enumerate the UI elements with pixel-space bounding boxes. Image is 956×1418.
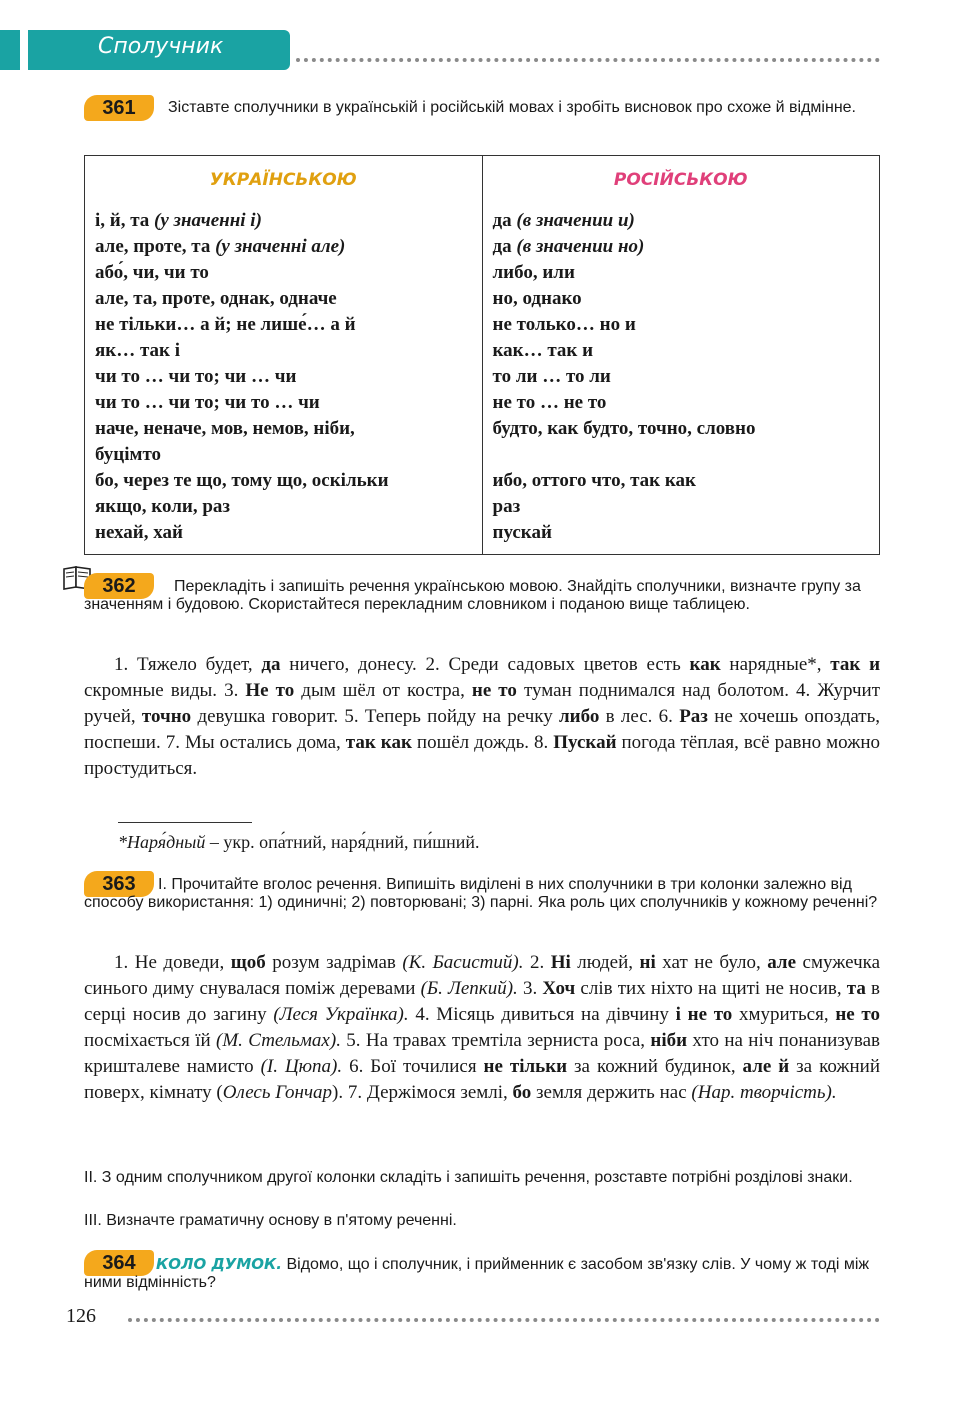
table-row: бо, через те що, тому що, оскільки (95, 470, 389, 491)
table-column-ukrainian (85, 204, 483, 555)
exercise-number-361: 361 (84, 95, 154, 121)
table-row: но, однако (492, 288, 582, 309)
header-dotted-rule (296, 58, 880, 62)
exercise-363-sentences: 1. Не доведи, щоб розум задрімав (К. Басистий). 2. Ні людей, ні хат не було, але смужечка синього диму снувалася поміж деревами (Б. Лепкий). 3. Хоч слів тих ніхто на щиті не носив, та в серці носив до загину (Леся Українка). 4. Місяць дивиться на дівчину і не то хмуриться, не то посміхається їй (М. Стельмах). 5. На травах тремтіла зерниста роса, ніби хто на ніч понанизував кришталеве намисто (І. Цюпа). 6. Бої точилися не тільки за кожний будинок, але й за кожний поверх, кімнату (Олесь Гончар). 7. Держімося землі, бо земля держить нас (Нар. творчість). (84, 952, 881, 1103)
footnote: *Наря́дный – укр. опа́тний, наря́дний, пи́шний. (118, 832, 480, 852)
table-row (493, 442, 870, 468)
table-row: але, проте, та (у значенні але) (95, 236, 346, 257)
table-row: ибо, оттого что, так как (492, 470, 696, 491)
table-row: то ли … то ли (492, 366, 611, 387)
table-row: как… так и (492, 340, 594, 361)
table-row: як… так і (95, 340, 181, 361)
table-row: але, та, проте, однак, одначе (95, 288, 337, 309)
table-row: буцімто (95, 444, 162, 465)
page-number: 126 (66, 1305, 96, 1327)
table-row: не только… но и (492, 314, 636, 335)
conjunction-table (84, 155, 880, 555)
exercise-364-task: КОЛО ДУМОК. Відомо, що і сполучник, і прийменник є засобом зв'язку слів. У чому ж тоді між ними відмінність? (84, 1255, 870, 1291)
table-header-ukrainian: УКРАЇНСЬКОЮ (85, 156, 483, 205)
table-row: наче, неначе, мов, немов, ніби, (95, 418, 355, 439)
table-row: да (в значении но) (492, 236, 645, 257)
exercise-361-task: Зіставте сполучники в українській і російській мовах і зробіть висновок про схоже й відмінне. (168, 99, 856, 116)
exercise-363-task: І. Прочитайте вголос речення. Випишіть виділені в них сполучники в три колонки залежно від способу використання: 1) одиничні; 2) повторювані; 3) парні. Яка роль цих сполучників у кожному реченні? (84, 876, 878, 911)
table-row: пускай (492, 522, 552, 543)
kolo-dumok-label: КОЛО ДУМОК. (156, 1255, 283, 1273)
exercise-363-part-3: ІІІ. Визначте граматичну основу в п'ятому реченні. (84, 1212, 457, 1229)
exercise-number-362: 362 (84, 573, 154, 599)
table-row: не то … не то (492, 392, 607, 413)
table-header-russian: РОСІЙСЬКОЮ (482, 156, 880, 205)
table-row: не тільки… а й; не лише́… а й (95, 314, 356, 335)
table-row: і, й, та (у значенні і) (95, 210, 262, 231)
table-row: чи то … чи то; чи то … чи (95, 392, 320, 413)
footer-dotted-rule (128, 1318, 880, 1322)
footnote-divider (118, 822, 252, 823)
exercise-363-part-2: ІІ. З одним сполучником другої колонки складіть і запишіть речення, розставте потрібні розділові знаки. (84, 1169, 853, 1186)
table-row: будто, как будто, точно, словно (492, 418, 756, 439)
exercise-362-task: Перекладіть і запишіть речення українською мовою. Знайдіть сполучники, визначте групу за значенням і будовою. Скористайтеся перекладним словником і поданою вище таблицею. (84, 578, 861, 613)
exercise-362-sentences: 1. Тяжело будет, да ничего, донесу. 2. Среди садовых цветов есть как нарядные*, так и скромные виды. 3. Не то дым шёл от костра, не то туман поднимался над болотом. 4. Журчит ручей, точно девушка говорит. 5. Теперь пойду на речку либо в лес. 6. Раз не хочешь опоздать, поспеши. 7. Мы остались дома, так как пошёл дождь. 8. Пускай погода тёплая, всё равно можно простудиться. (84, 654, 881, 779)
section-title: Сполучник (98, 34, 224, 59)
exercise-number-363: 363 (84, 871, 154, 897)
table-row: якщо, коли, раз (95, 496, 231, 517)
table-row: раз (492, 496, 521, 517)
table-row: нехай, хай (95, 522, 183, 543)
table-row: або́, чи, чи то (95, 262, 209, 283)
section-bar-accent (0, 30, 20, 70)
table-row: чи то … чи то; чи … чи (95, 366, 297, 387)
exercise-number-364: 364 (84, 1250, 154, 1276)
table-row: либо, или (492, 262, 575, 283)
table-row: да (в значении и) (492, 210, 635, 231)
table-column-russian (482, 204, 880, 555)
